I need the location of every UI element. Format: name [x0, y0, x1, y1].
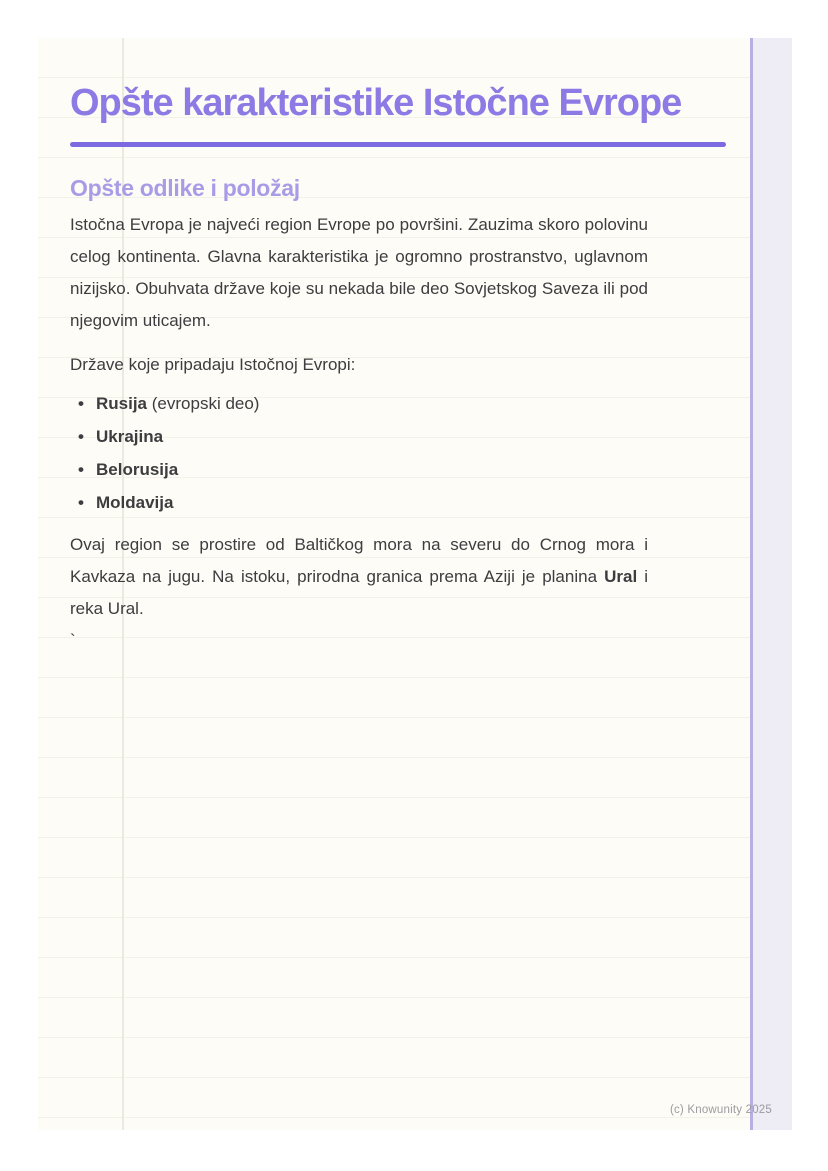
- region-text-bold: Ural: [604, 567, 638, 586]
- page-title: Opšte karakteristike Istočne Evrope: [70, 82, 682, 124]
- list-item: [70, 393, 648, 414]
- country-name: Belorusija: [96, 460, 179, 479]
- bullet-icon: •: [78, 427, 84, 446]
- bullet-icon: •: [78, 460, 84, 479]
- region-text-before: Ovaj region se prostire od Baltičkog mora na severu do Crnog mora i Kavkaza na jugu. Na istoku, prirodna granica prema Aziji je planina: [70, 535, 648, 586]
- bullet-icon: •: [78, 493, 84, 512]
- title-divider: [70, 142, 726, 147]
- country-name: Rusija: [96, 394, 148, 413]
- section-heading: Opšte odlike i položaj: [70, 175, 300, 201]
- list-item: [70, 459, 648, 480]
- list-item: [70, 492, 648, 513]
- country-list: [70, 393, 648, 513]
- list-item: [70, 426, 648, 447]
- paragraph-region: [70, 529, 648, 625]
- document-content: [38, 38, 792, 657]
- stray-character: `: [70, 631, 76, 650]
- paragraph-list-lead: Države koje pripadaju Istočnoj Evropi:: [70, 355, 356, 374]
- country-note: (evropski deo): [147, 394, 260, 413]
- country-name: Ukrajina: [96, 427, 164, 446]
- region-text-after: i reka Ural.: [70, 567, 649, 618]
- copyright-footer: (c) Knowunity 2025: [669, 1104, 772, 1116]
- country-name: Moldavija: [96, 493, 174, 512]
- paragraph-intro: Istočna Evropa je najveći region Evrope po površini. Zauzima skoro polovinu celog kontinenta. Glavna karakteristika je ogromno prostranstvo, uglavnom nizijsko. Obuhvata države koje su nekada bile deo Sovjetskog Saveza ili pod njegovim uticajem.: [70, 215, 648, 330]
- bullet-icon: •: [78, 394, 84, 413]
- document-page: [38, 38, 792, 1130]
